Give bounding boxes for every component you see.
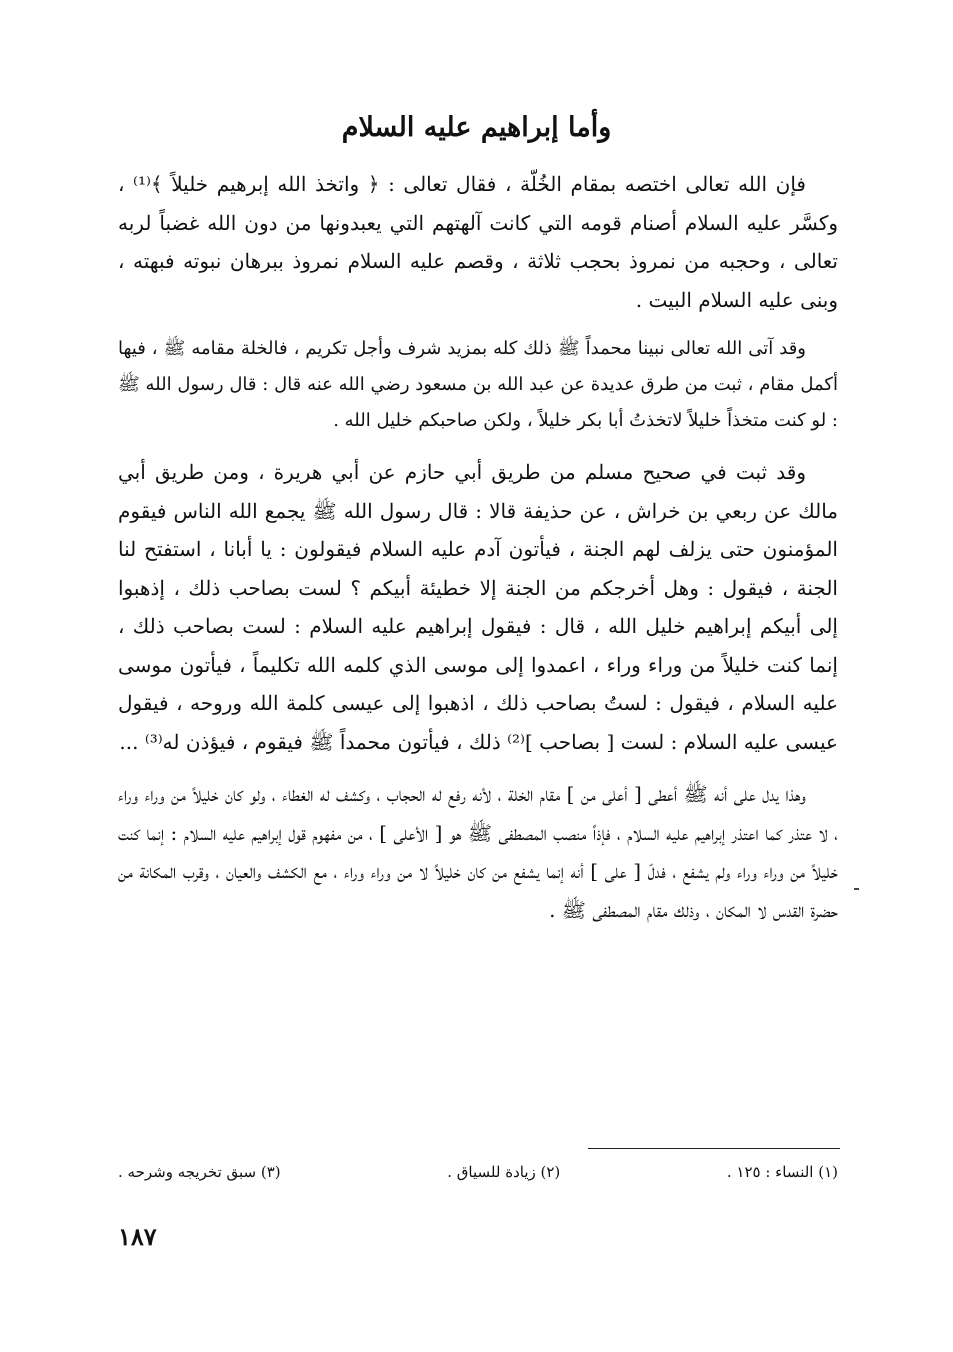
footnote-2: (٢) زيادة للسياق . (447, 1163, 561, 1181)
footnote-1: (١) النساء : ١٢٥ . (726, 1163, 838, 1181)
paragraph-2: وقد آتى الله تعالى نبينا محمداً ﷺ ذلك كله بمزيد شرف وأجل تكريم ، فالخلة مقامه ﷺ ، فيها أكمل مقام ، ثبت من طرق عديدة عن عبد الله بن مسعود رضي الله عنه قال : قال رسول الله ﷺ : لو كنت متخذاً خليلاً لاتخذتُ أبا بكر خليلاً ، ولكن صاحبكم خليل الله . (118, 338, 838, 431)
section-title: وأما إبراهيم عليه السلام (341, 112, 612, 143)
body-text (118, 165, 838, 929)
footnotes (118, 1163, 838, 1181)
margin-mark (854, 888, 859, 890)
page-number: ١٨٧ (118, 1222, 157, 1251)
paragraph-3: وقد ثبت في صحيح مسلم من طريق أبي حازم عن أبي هريرة ، ومن طريق أبي مالك عن ربعي بن خراش ، عن حذيفة قالا : قال رسول الله ﷺ يجمع الله الناس فيقوم المؤمنون حتى يزلف لهم الجنة ، فيأتون آدم عليه السلام فيقولون : يا أبانا ، استفتح لنا الجنة ، فيقول : وهل أخرجكم من الجنة إلا خطيئة أبيكم ؟ لست بصاحب ذلك ، إذهبوا إلى أبيكم إبراهيم خليل الله ، قال : فيقول إبراهيم عليه السلام : لست بصاحب ذلك ، إنما كنت خليلاً من وراء وراء ، اعمدوا إلى موسى الذي كلمه الله تكليماً ، فيأتون موسى عليه السلام ، فيقول : لستُ بصاحب ذلك ، اذهبوا إلى عيسى كلمة الله وروحه ، فيقول عيسى عليه السلام : لست [ بصاحب ]⁽²⁾ ذلك ، فيأتون محمداً ﷺ فيقوم ، فيؤذن له⁽³⁾ ... (118, 460, 838, 754)
paragraph-1: فإن الله تعالى اختصه بمقام الخُلّة ، فقال تعالى : ﴿ واتخذ الله إبرهيم خليلاً ﴾⁽¹⁾ ، وكسَّر عليه السلام أصنام قومه التي كانت آلهتهم التي يعبدونها من دون الله غضباً لربه تعالى ، وحجبه من نمروذ بحجب ثلاثة ، وقصم عليه السلام نمروذ ببرهان نبوته فبهته ، وبنى عليه السلام البيت . (118, 172, 838, 312)
footnote-divider (588, 1148, 840, 1149)
paragraph-4: وهذا يدل على أنه ﷺ أعطى [ أعلى من ] مقام الخلة ، لأنه رفع له الحجاب ، وكشف له الغطاء ، ولو كان خليلاً من وراء وراء ، لا عتذر كما اعتذر إبراهيم عليه السلام ، فإذاً منصب المصطفى ﷺ هو [ الأعلى ] ، من مفهوم قول إبراهيم عليه السلام : إنما كنت خليلاً من وراء وراء ولم يشفع ، فدلّ [ على ] أنه إنما يشفع من كان خليلاً لا من وراء وراء ، مع الكشف والعيان ، وقرب المكانة من حضرة القدس لا المكان ، وذلك مقام المصطفى ﷺ . (118, 782, 838, 922)
footnote-3: (٣) سبق تخريجه وشرحه . (118, 1163, 281, 1181)
